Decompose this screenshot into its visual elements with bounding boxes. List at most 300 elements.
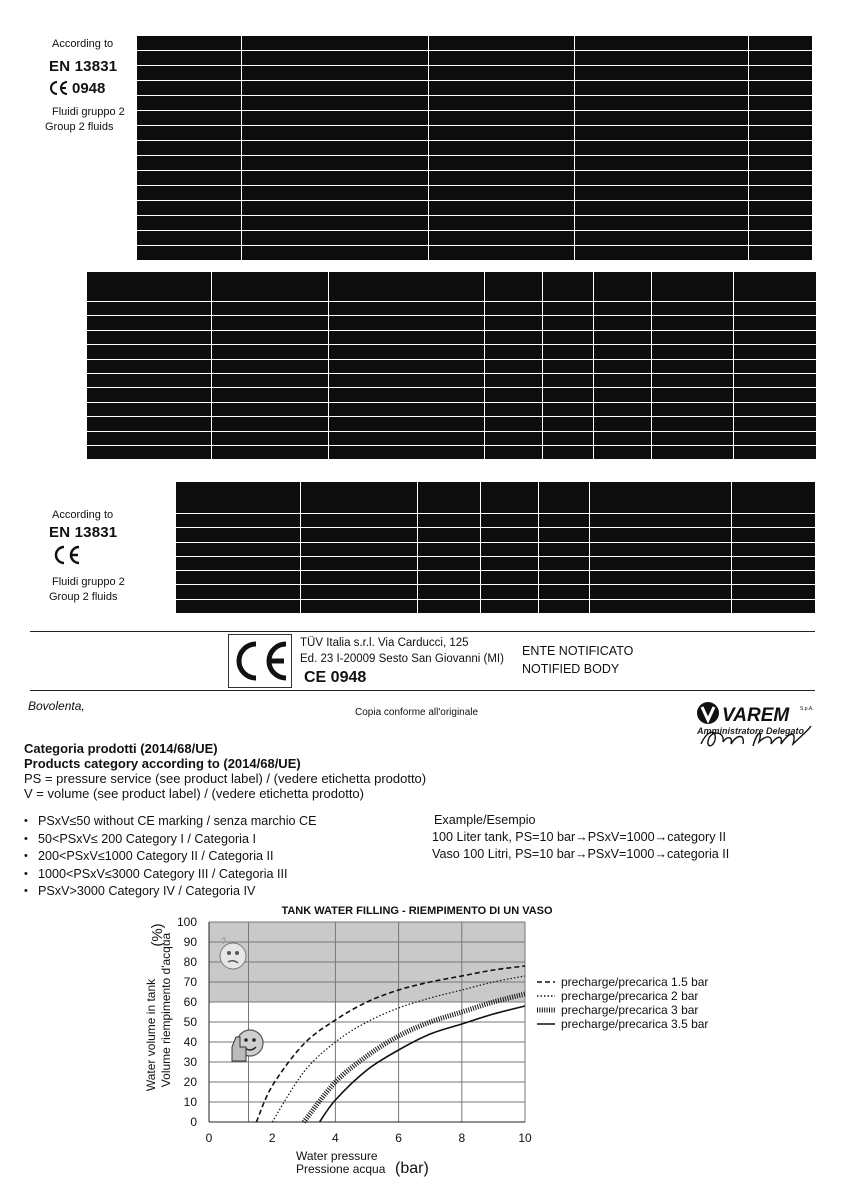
table-cell xyxy=(543,359,594,373)
table-cell xyxy=(481,528,539,542)
table-row xyxy=(176,599,816,613)
table-cell xyxy=(749,111,813,126)
table-row xyxy=(87,302,817,316)
table-cell xyxy=(575,156,749,171)
table-row xyxy=(87,330,817,344)
table-row xyxy=(137,231,813,246)
table-cell xyxy=(242,36,429,51)
table-cell xyxy=(329,330,485,344)
table-cell xyxy=(594,445,652,459)
company-name: VAREM xyxy=(722,705,790,726)
table-row xyxy=(137,141,813,156)
table-cell xyxy=(481,571,539,585)
table-cell xyxy=(732,482,816,514)
table-cell xyxy=(429,36,575,51)
table-cell xyxy=(87,272,212,302)
table-cell xyxy=(429,111,575,126)
table-cell xyxy=(575,51,749,66)
ce-mark-small xyxy=(49,80,69,101)
table-cell xyxy=(539,528,590,542)
table-cell xyxy=(87,330,212,344)
category-item: • 1000<PSxV≤3000 Category III / Categoria III xyxy=(24,866,317,884)
table-cell xyxy=(652,431,734,445)
table-cell xyxy=(301,528,418,542)
table-cell xyxy=(418,585,481,599)
table-cell xyxy=(749,201,813,216)
chart-title: TANK WATER FILLING - RIEMPIMENTO DI UN VASO xyxy=(281,905,553,917)
table-cell xyxy=(749,156,813,171)
table-cell xyxy=(418,556,481,570)
table-cell xyxy=(212,388,329,402)
table-cell xyxy=(485,373,543,387)
x-tick-label: 10 xyxy=(518,1131,532,1145)
notified-body-label-en: NOTIFIED BODY xyxy=(522,662,620,676)
according-to-label: According to xyxy=(52,38,114,50)
table-cell xyxy=(301,599,418,613)
table-cell xyxy=(418,599,481,613)
table-cell xyxy=(212,302,329,316)
table-cell xyxy=(485,316,543,330)
table-row xyxy=(137,51,813,66)
table-cell xyxy=(137,81,242,96)
table-cell xyxy=(575,216,749,231)
v-definition: V = volume (see product label) / (vedere etichetta prodotto) xyxy=(24,786,364,801)
y-tick-label: 90 xyxy=(183,935,197,949)
table-cell xyxy=(594,359,652,373)
table-cell xyxy=(212,431,329,445)
table-cell xyxy=(575,81,749,96)
table-cell xyxy=(329,373,485,387)
table-cell xyxy=(575,66,749,81)
table-cell xyxy=(429,246,575,261)
table-cell xyxy=(594,388,652,402)
x-axis-unit: (bar) xyxy=(395,1160,429,1177)
table-cell xyxy=(301,571,418,585)
table-cell xyxy=(242,81,429,96)
table-cell xyxy=(481,542,539,556)
table-row xyxy=(176,556,816,570)
table-row xyxy=(137,111,813,126)
table-row xyxy=(87,272,817,302)
y-tick-label: 70 xyxy=(183,975,197,989)
table-cell xyxy=(543,302,594,316)
table-cell xyxy=(575,246,749,261)
table-cell xyxy=(485,330,543,344)
table-cell xyxy=(242,51,429,66)
table-cell xyxy=(734,345,817,359)
legend-label: precharge/precarica 2 bar xyxy=(561,989,699,1003)
y-tick-label: 30 xyxy=(183,1055,197,1069)
table-cell xyxy=(87,359,212,373)
table-cell xyxy=(652,345,734,359)
table-cell xyxy=(539,514,590,528)
table-cell xyxy=(749,81,813,96)
table-cell xyxy=(176,528,301,542)
table-cell xyxy=(242,186,429,201)
table-cell xyxy=(429,126,575,141)
tank-filling-chart xyxy=(0,895,845,1185)
fluids-en-label: Group 2 fluids xyxy=(45,121,114,133)
table-row xyxy=(87,431,817,445)
table-cell xyxy=(485,359,543,373)
table-cell xyxy=(137,141,242,156)
table-cell xyxy=(734,417,817,431)
category-item: • PSxV>3000 Category IV / Categoria IV xyxy=(24,883,317,901)
table-cell xyxy=(242,126,429,141)
table-cell xyxy=(575,111,749,126)
table-cell xyxy=(329,359,485,373)
table-row xyxy=(137,156,813,171)
table-row xyxy=(176,528,816,542)
table-row xyxy=(137,126,813,141)
table-cell xyxy=(329,445,485,459)
table-cell xyxy=(590,542,732,556)
table-cell xyxy=(429,96,575,111)
table-cell xyxy=(481,599,539,613)
table-row xyxy=(87,417,817,431)
example-en: 100 Liter tank, PS=10 bar→PSxV=1000→category II xyxy=(432,830,727,844)
table-cell xyxy=(212,272,329,302)
table-row xyxy=(87,445,817,459)
table-cell xyxy=(543,316,594,330)
table-row xyxy=(137,201,813,216)
table-row xyxy=(87,359,817,373)
table-cell xyxy=(652,330,734,344)
table-cell xyxy=(575,141,749,156)
table-cell xyxy=(749,96,813,111)
table-cell xyxy=(212,345,329,359)
table-cell xyxy=(575,186,749,201)
table-cell xyxy=(732,585,816,599)
table-cell xyxy=(242,216,429,231)
table-cell xyxy=(539,542,590,556)
table-cell xyxy=(429,216,575,231)
table-cell xyxy=(329,388,485,402)
table-cell xyxy=(481,556,539,570)
divider-bottom xyxy=(30,690,815,691)
y-tick-label: 40 xyxy=(183,1035,197,1049)
table-cell xyxy=(301,482,418,514)
table-cell xyxy=(732,514,816,528)
table-cell xyxy=(481,514,539,528)
table-cell xyxy=(749,171,813,186)
table-cell xyxy=(212,445,329,459)
table-cell xyxy=(429,141,575,156)
table-cell xyxy=(176,571,301,585)
example-it: Vaso 100 Litri, PS=10 bar→PSxV=1000→categoria II xyxy=(432,847,730,861)
table-cell xyxy=(87,388,212,402)
table-cell xyxy=(418,482,481,514)
table-cell xyxy=(575,231,749,246)
table-cell xyxy=(594,417,652,431)
table-cell xyxy=(652,445,734,459)
table-cell xyxy=(242,141,429,156)
table-row xyxy=(176,585,816,599)
table-cell xyxy=(212,417,329,431)
table-cell xyxy=(734,388,817,402)
table-cell xyxy=(429,156,575,171)
table-cell xyxy=(732,542,816,556)
table-cell xyxy=(329,402,485,416)
table-cell xyxy=(652,388,734,402)
according-to-label-2: According to xyxy=(52,509,114,521)
table-cell xyxy=(652,272,734,302)
table-cell xyxy=(329,345,485,359)
table-cell xyxy=(575,36,749,51)
table-cell xyxy=(575,126,749,141)
table-cell xyxy=(176,514,301,528)
table-cell xyxy=(594,302,652,316)
table-row xyxy=(176,482,816,514)
table-cell xyxy=(418,514,481,528)
table-cell xyxy=(575,201,749,216)
table-cell xyxy=(242,171,429,186)
table-cell xyxy=(594,431,652,445)
table-cell xyxy=(137,246,242,261)
category-item: • 50<PSxV≤ 200 Category I / Categoria I xyxy=(24,831,317,849)
table-cell xyxy=(734,402,817,416)
product-table-2 xyxy=(86,271,817,460)
table-cell xyxy=(749,66,813,81)
x-axis-label-en: Water pressure xyxy=(296,1149,378,1163)
fluids-en-label-2: Group 2 fluids xyxy=(49,591,118,603)
table-cell xyxy=(734,272,817,302)
table-cell xyxy=(481,585,539,599)
table-cell xyxy=(87,445,212,459)
table-cell xyxy=(242,66,429,81)
table-cell xyxy=(543,373,594,387)
table-cell xyxy=(429,81,575,96)
y-tick-label: 60 xyxy=(183,995,197,1009)
category-list xyxy=(24,813,317,901)
table-cell xyxy=(137,36,242,51)
table-cell xyxy=(87,431,212,445)
table-cell xyxy=(734,431,817,445)
table-cell xyxy=(301,542,418,556)
table-cell xyxy=(242,111,429,126)
table-cell xyxy=(212,402,329,416)
category-heading-it: Categoria prodotti (2014/68/UE) xyxy=(24,741,218,756)
table-cell xyxy=(176,556,301,570)
table-cell xyxy=(485,272,543,302)
table-cell xyxy=(137,51,242,66)
table-cell xyxy=(418,571,481,585)
table-cell xyxy=(87,373,212,387)
table-cell xyxy=(176,585,301,599)
table-cell xyxy=(749,231,813,246)
ce-mark-box xyxy=(228,634,292,688)
table-cell xyxy=(137,126,242,141)
notified-body-address-1: TÜV Italia s.r.l. Via Carducci, 125 xyxy=(300,637,469,649)
table-cell xyxy=(749,51,813,66)
category-item: • 200<PSxV≤1000 Category II / Categoria II xyxy=(24,848,317,866)
table-cell xyxy=(575,96,749,111)
table-cell xyxy=(485,345,543,359)
table-cell xyxy=(734,330,817,344)
y-tick-label: 80 xyxy=(183,955,197,969)
table-cell xyxy=(575,171,749,186)
x-tick-label: 6 xyxy=(395,1131,402,1145)
table-cell xyxy=(87,402,212,416)
table-cell xyxy=(732,571,816,585)
copy-note: Copia conforme all'originale xyxy=(355,707,479,718)
table-row xyxy=(137,66,813,81)
table-cell xyxy=(212,373,329,387)
notified-body-ce-code: CE 0948 xyxy=(304,669,367,686)
table-cell xyxy=(176,599,301,613)
product-table-3 xyxy=(175,481,816,614)
table-cell xyxy=(301,585,418,599)
place-label: Bovolenta, xyxy=(28,699,85,713)
table-cell xyxy=(594,373,652,387)
table-cell xyxy=(418,542,481,556)
table-row xyxy=(137,96,813,111)
table-cell xyxy=(87,417,212,431)
table-cell xyxy=(652,373,734,387)
table-cell xyxy=(137,231,242,246)
table-row xyxy=(176,514,816,528)
table-cell xyxy=(749,246,813,261)
table-cell xyxy=(212,316,329,330)
signature-icon xyxy=(697,722,815,752)
fluids-it-label: Fluidi gruppo 2 xyxy=(52,106,125,118)
legend-label: precharge/precarica 3.5 bar xyxy=(561,1017,709,1031)
table-row xyxy=(87,373,817,387)
table-row xyxy=(176,542,816,556)
table-cell xyxy=(543,388,594,402)
table-cell xyxy=(539,585,590,599)
table-cell xyxy=(732,528,816,542)
table-cell xyxy=(539,556,590,570)
example-title: Example/Esempio xyxy=(434,813,536,827)
table-cell xyxy=(734,373,817,387)
table-row xyxy=(87,345,817,359)
ce-logo-icon xyxy=(52,544,82,566)
table-row xyxy=(137,246,813,261)
notified-body-address-2: Ed. 23 I-20009 Sesto San Giovanni (MI) xyxy=(300,653,504,665)
table-cell xyxy=(137,66,242,81)
table-cell xyxy=(734,359,817,373)
table-cell xyxy=(594,402,652,416)
x-tick-label: 4 xyxy=(332,1131,339,1145)
table-cell xyxy=(329,316,485,330)
y-tick-label: 10 xyxy=(183,1095,197,1109)
table-cell xyxy=(137,171,242,186)
table-cell xyxy=(749,126,813,141)
table-cell xyxy=(652,302,734,316)
table-cell xyxy=(176,482,301,514)
table-row xyxy=(87,388,817,402)
y-tick-label: 100 xyxy=(176,915,197,929)
y-axis-unit: (%) xyxy=(149,923,166,947)
x-tick-label: 8 xyxy=(458,1131,466,1145)
table-cell xyxy=(137,186,242,201)
table-cell xyxy=(429,66,575,81)
table-cell xyxy=(590,599,732,613)
table-cell xyxy=(734,445,817,459)
table-cell xyxy=(485,388,543,402)
table-cell xyxy=(543,330,594,344)
table-cell xyxy=(539,599,590,613)
table-cell xyxy=(242,156,429,171)
table-cell xyxy=(594,345,652,359)
table-row xyxy=(137,216,813,231)
x-tick-label: 2 xyxy=(268,1131,276,1145)
table-cell xyxy=(594,272,652,302)
table-cell xyxy=(329,302,485,316)
table-cell xyxy=(652,402,734,416)
table-cell xyxy=(418,528,481,542)
table-cell xyxy=(176,542,301,556)
table-row xyxy=(137,186,813,201)
table-cell xyxy=(429,201,575,216)
table-cell xyxy=(749,36,813,51)
y-tick-label: 50 xyxy=(183,1015,197,1029)
company-suffix: S.p.A. xyxy=(800,706,814,712)
table-cell xyxy=(301,514,418,528)
table-cell xyxy=(652,316,734,330)
table-cell xyxy=(212,330,329,344)
x-tick-label: 0 xyxy=(205,1131,213,1145)
table-cell xyxy=(429,171,575,186)
table-row xyxy=(137,81,813,96)
table-cell xyxy=(652,417,734,431)
table-cell xyxy=(301,556,418,570)
category-item: • PSxV≤50 without CE marking / senza marchio CE xyxy=(24,813,317,831)
table-cell xyxy=(137,111,242,126)
table-cell xyxy=(429,186,575,201)
table-cell xyxy=(732,556,816,570)
notified-body-label-it: ENTE NOTIFICATO xyxy=(522,644,634,658)
table-cell xyxy=(749,186,813,201)
legend-label: precharge/precarica 1.5 bar xyxy=(561,975,709,989)
table-cell xyxy=(543,417,594,431)
signatory-label: Amministratore Delegato xyxy=(697,726,805,736)
table-cell xyxy=(749,141,813,156)
table-cell xyxy=(543,272,594,302)
table-cell xyxy=(429,231,575,246)
table-cell xyxy=(539,571,590,585)
table-cell xyxy=(590,571,732,585)
table-cell xyxy=(242,201,429,216)
table-cell xyxy=(749,216,813,231)
table-cell xyxy=(543,431,594,445)
table-cell xyxy=(87,345,212,359)
table-cell xyxy=(590,585,732,599)
table-cell xyxy=(87,316,212,330)
table-cell xyxy=(485,302,543,316)
standard-label-2: EN 13831 xyxy=(49,524,118,541)
table-cell xyxy=(485,402,543,416)
ce-logo-icon xyxy=(49,80,69,96)
x-axis-label-it: Pressione acqua xyxy=(296,1162,386,1176)
legend-label: precharge/precarica 3 bar xyxy=(561,1003,699,1017)
ce-logo-icon xyxy=(229,635,291,687)
table-cell xyxy=(543,345,594,359)
table-cell xyxy=(590,556,732,570)
y-axis-label-it: Volume riempimento d'acqua xyxy=(159,932,173,1088)
table-cell xyxy=(594,330,652,344)
table-cell xyxy=(329,272,485,302)
table-cell xyxy=(594,316,652,330)
ce-mark-small-2 xyxy=(52,544,82,571)
table-cell xyxy=(539,482,590,514)
table-cell xyxy=(212,359,329,373)
ps-definition: PS = pressure service (see product label) / (vedere etichetta prodotto) xyxy=(24,771,427,786)
y-tick-label: 20 xyxy=(183,1075,197,1089)
fluids-it-label-2: Fluidi gruppo 2 xyxy=(52,576,125,588)
table-row xyxy=(176,571,816,585)
